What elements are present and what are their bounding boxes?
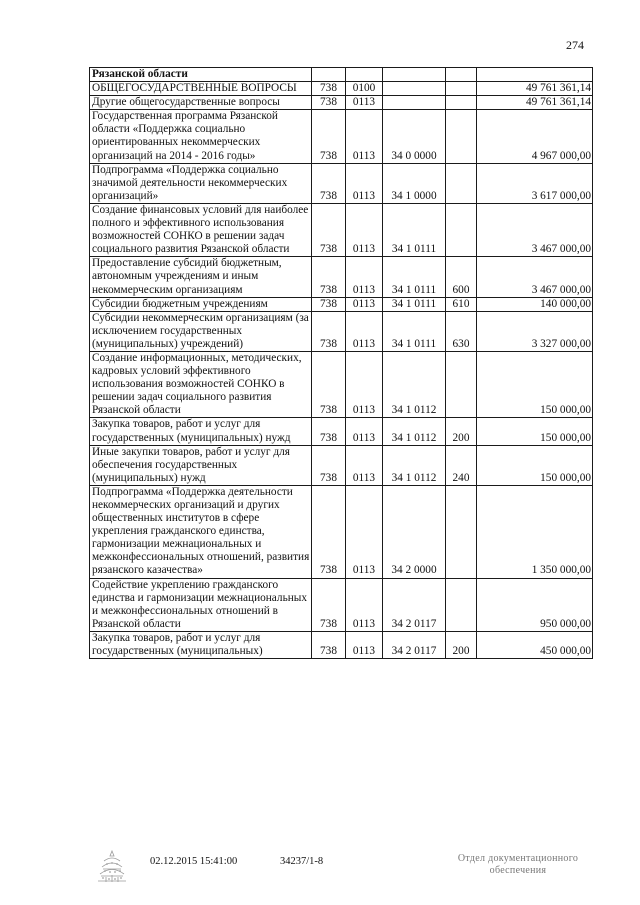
table-row <box>90 257 593 297</box>
ved-code-cell: 738 <box>312 485 346 578</box>
section-code-cell: 0113 <box>346 203 383 256</box>
amount-cell: 3 617 000,00 <box>477 163 593 203</box>
target-article-code-cell <box>383 96 446 110</box>
expense-name-cell: Закупка товаров, работ и услуг для государственных (муниципальных) <box>90 631 312 658</box>
expense-name-cell: Подпрограмма «Поддержка деятельности некоммерческих организаций и других общественных институтов в сфере укрепления гражданского единства, гармонизации межнациональных и межконфессиональных отношений, развития рязанского казачества» <box>90 485 312 578</box>
section-code-cell: 0113 <box>346 418 383 445</box>
ved-code-cell: 738 <box>312 311 346 351</box>
ved-code-cell: 738 <box>312 445 346 485</box>
section-code-cell: 0113 <box>346 96 383 110</box>
table-row <box>90 445 593 485</box>
target-article-code-cell: 34 1 0111 <box>383 203 446 256</box>
target-article-code-cell <box>383 82 446 96</box>
expense-type-code-cell <box>446 485 477 578</box>
target-article-code-cell <box>383 68 446 82</box>
ved-code-cell: 738 <box>312 257 346 297</box>
expense-type-code-cell: 630 <box>446 311 477 351</box>
table-row <box>90 631 593 658</box>
amount-cell: 49 761 361,14 <box>477 96 593 110</box>
ved-code-cell: 738 <box>312 82 346 96</box>
ved-code-cell: 738 <box>312 96 346 110</box>
target-article-code-cell: 34 1 0111 <box>383 311 446 351</box>
expense-type-code-cell <box>446 578 477 631</box>
ved-code-cell: 738 <box>312 297 346 311</box>
table-row <box>90 418 593 445</box>
expense-type-code-cell: 610 <box>446 297 477 311</box>
budget-table <box>89 67 593 659</box>
table-row <box>90 68 593 82</box>
amount-cell: 150 000,00 <box>477 418 593 445</box>
expense-type-code-cell <box>446 82 477 96</box>
expense-name-cell: Государственная программа Рязанской области «Поддержка социально ориентированных некоммерческих организаций на 2014 - 2016 годы» <box>90 110 312 163</box>
expense-name-cell: ОБЩЕГОСУДАРСТВЕННЫЕ ВОПРОСЫ <box>90 82 312 96</box>
expense-type-code-cell <box>446 96 477 110</box>
table-row <box>90 82 593 96</box>
expense-name-cell: Субсидии бюджетным учреждениям <box>90 297 312 311</box>
ved-code-cell: 738 <box>312 203 346 256</box>
expense-name-cell: Создание финансовых условий для наиболее полного и эффективного использования возможностей СОНКО в решении задач социального развития Рязанской области <box>90 203 312 256</box>
expense-name-cell: Содействие укреплению гражданского единства и гармонизации межнациональных и межконфессиональных отношений в Рязанской области <box>90 578 312 631</box>
table-row <box>90 297 593 311</box>
target-article-code-cell: 34 1 0112 <box>383 445 446 485</box>
amount-cell: 49 761 361,14 <box>477 82 593 96</box>
section-code-cell: 0113 <box>346 257 383 297</box>
section-code-cell: 0113 <box>346 485 383 578</box>
expense-type-code-cell: 200 <box>446 418 477 445</box>
amount-cell: 3 327 000,00 <box>477 311 593 351</box>
expense-type-code-cell: 240 <box>446 445 477 485</box>
amount-cell: 140 000,00 <box>477 297 593 311</box>
table-row <box>90 311 593 351</box>
expense-type-code-cell <box>446 110 477 163</box>
section-code-cell: 0113 <box>346 631 383 658</box>
expense-type-code-cell <box>446 163 477 203</box>
expense-name-cell: Иные закупки товаров, работ и услуг для обеспечения государственных (муниципальных) нужд <box>90 445 312 485</box>
expense-type-code-cell: 600 <box>446 257 477 297</box>
ved-code-cell: 738 <box>312 110 346 163</box>
table-row <box>90 110 593 163</box>
amount-cell: 150 000,00 <box>477 445 593 485</box>
target-article-code-cell: 34 1 0111 <box>383 297 446 311</box>
expense-type-code-cell <box>446 351 477 417</box>
section-code-cell: 0113 <box>346 297 383 311</box>
target-article-code-cell: 34 1 0112 <box>383 351 446 417</box>
ved-code-cell <box>312 68 346 82</box>
footer-department: Отдел документационного обеспечения <box>457 853 579 876</box>
amount-cell: 4 967 000,00 <box>477 110 593 163</box>
table-row <box>90 96 593 110</box>
expense-name-cell: Создание информационных, методических, кадровых условий эффективного использования возможностей СОНКО в решении задач социального развития Рязанской области <box>90 351 312 417</box>
expense-name-cell: Рязанской области <box>90 68 312 82</box>
target-article-code-cell: 34 1 0111 <box>383 257 446 297</box>
ved-code-cell: 738 <box>312 163 346 203</box>
expense-name-cell: Закупка товаров, работ и услуг для государственных (муниципальных) нужд <box>90 418 312 445</box>
ved-code-cell: 738 <box>312 631 346 658</box>
amount-cell: 3 467 000,00 <box>477 257 593 297</box>
target-article-code-cell: 34 0 0000 <box>383 110 446 163</box>
footer-timestamp: 02.12.2015 15:41:00 <box>150 856 238 867</box>
section-code-cell: 0113 <box>346 110 383 163</box>
target-article-code-cell: 34 2 0117 <box>383 578 446 631</box>
section-code-cell: 0113 <box>346 578 383 631</box>
expense-type-code-cell <box>446 203 477 256</box>
page-number: 274 <box>566 38 584 52</box>
emblem-icon <box>92 847 132 887</box>
amount-cell: 950 000,00 <box>477 578 593 631</box>
amount-cell: 1 350 000,00 <box>477 485 593 578</box>
section-code-cell: 0113 <box>346 351 383 417</box>
table-row <box>90 485 593 578</box>
section-code-cell: 0113 <box>346 163 383 203</box>
ved-code-cell: 738 <box>312 578 346 631</box>
target-article-code-cell: 34 2 0117 <box>383 631 446 658</box>
amount-cell: 150 000,00 <box>477 351 593 417</box>
table-row <box>90 351 593 417</box>
expense-name-cell: Предоставление субсидий бюджетным, автономным учреждениям и иным некоммерческим организациям <box>90 257 312 297</box>
footer-doc-number: 34237/1-8 <box>280 856 324 867</box>
amount-cell: 450 000,00 <box>477 631 593 658</box>
target-article-code-cell: 34 1 0000 <box>383 163 446 203</box>
table-row <box>90 203 593 256</box>
ved-code-cell: 738 <box>312 351 346 417</box>
expense-name-cell: Другие общегосударственные вопросы <box>90 96 312 110</box>
section-code-cell: 0113 <box>346 311 383 351</box>
page-footer <box>0 853 640 893</box>
section-code-cell <box>346 68 383 82</box>
target-article-code-cell: 34 2 0000 <box>383 485 446 578</box>
table-row <box>90 163 593 203</box>
table-row <box>90 578 593 631</box>
expense-type-code-cell <box>446 68 477 82</box>
expense-type-code-cell: 200 <box>446 631 477 658</box>
ved-code-cell: 738 <box>312 418 346 445</box>
budget-table-body <box>90 68 593 659</box>
section-code-cell: 0113 <box>346 445 383 485</box>
section-code-cell: 0100 <box>346 82 383 96</box>
expense-name-cell: Субсидии некоммерческим организациям (за исключением государственных (муниципальных) учреждений) <box>90 311 312 351</box>
amount-cell: 3 467 000,00 <box>477 203 593 256</box>
expense-name-cell: Подпрограмма «Поддержка социально значимой деятельности некоммерческих организаций» <box>90 163 312 203</box>
target-article-code-cell: 34 1 0112 <box>383 418 446 445</box>
amount-cell <box>477 68 593 82</box>
